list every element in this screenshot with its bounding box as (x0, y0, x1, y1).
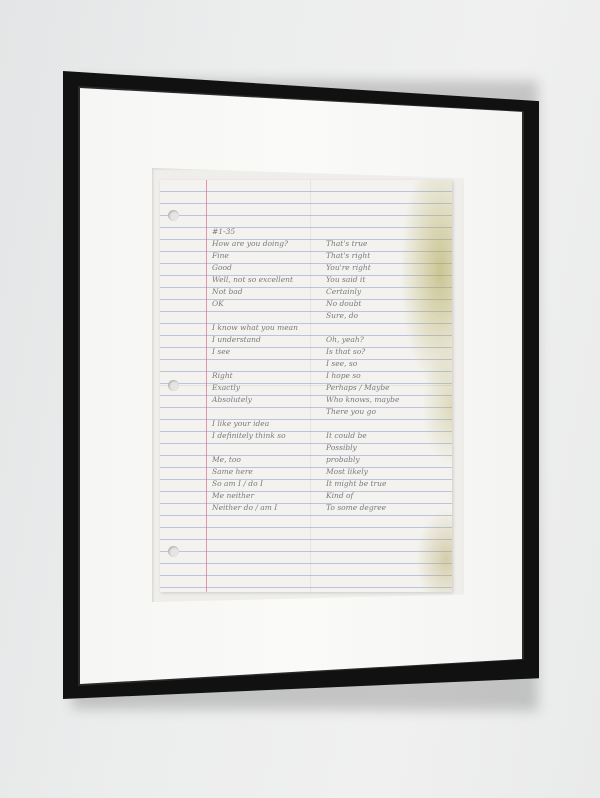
handwritten-line: I see, so (326, 359, 358, 368)
handwritten-line: I see (212, 347, 231, 356)
handwritten-line (326, 322, 399, 334)
right-column-text (326, 238, 399, 514)
handwritten-line: Oh, yeah? (326, 335, 364, 344)
handwritten-line: Kind of (326, 491, 354, 500)
handwritten-line (212, 406, 298, 418)
margin-line (206, 180, 207, 592)
handwritten-line: Fine (212, 251, 229, 260)
notebook-page (160, 180, 452, 592)
handwritten-line: How are you doing? (212, 239, 289, 248)
punch-hole (168, 546, 179, 557)
handwritten-line (326, 418, 399, 430)
handwritten-line: To some degree (326, 503, 387, 512)
handwritten-line: OK (212, 299, 224, 308)
handwritten-line: Possibly (326, 443, 357, 452)
handwritten-line: I hope so (326, 371, 361, 380)
handwritten-line (212, 442, 298, 454)
handwritten-line: Same here (212, 467, 253, 476)
handwritten-line: Right (212, 371, 233, 380)
handwritten-line (212, 310, 298, 322)
handwritten-line: That's right (326, 251, 371, 260)
paper-vertical-fold (310, 180, 311, 592)
handwritten-line: Perhaps / Maybe (326, 383, 390, 392)
handwritten-line: Is that so? (326, 347, 366, 356)
handwritten-line: That's true (326, 239, 368, 248)
handwritten-line: You said it (326, 275, 366, 284)
handwritten-line: Me neither (212, 491, 255, 500)
handwritten-line: I like your idea (212, 419, 270, 428)
handwritten-line: I know what you mean (212, 323, 298, 332)
left-column-text (212, 238, 298, 514)
handwritten-line (212, 358, 298, 370)
note-header: #1-35 (212, 227, 236, 236)
handwritten-line: Who knows, maybe (326, 395, 400, 404)
handwritten-line: Me, too (212, 455, 241, 464)
handwritten-line: Exactly (212, 383, 241, 392)
punch-hole (168, 380, 179, 391)
handwritten-line: Well, not so excellent (212, 275, 293, 284)
handwritten-line: You're right (326, 263, 371, 272)
handwritten-line: probably (326, 455, 360, 464)
handwritten-line: So am I / do I (212, 479, 263, 488)
handwritten-line: It could be (326, 431, 367, 440)
paper-fold (160, 385, 452, 386)
handwritten-line: I definitely think so (212, 431, 286, 440)
handwritten-line: I understand (212, 335, 261, 344)
handwritten-line: Good (212, 263, 232, 272)
handwritten-line: Not bad (212, 287, 243, 296)
handwritten-line: Absolutely (212, 395, 252, 404)
punch-hole (168, 210, 179, 221)
handwritten-line: Sure, do (326, 311, 359, 320)
handwritten-line: Certainly (326, 287, 362, 296)
handwritten-line: No doubt (326, 299, 362, 308)
handwritten-line: Most likely (326, 467, 368, 476)
handwritten-line: It might be true (326, 479, 387, 488)
handwritten-line: There you go (326, 407, 376, 416)
handwritten-line: Neither do / am I (212, 503, 278, 512)
